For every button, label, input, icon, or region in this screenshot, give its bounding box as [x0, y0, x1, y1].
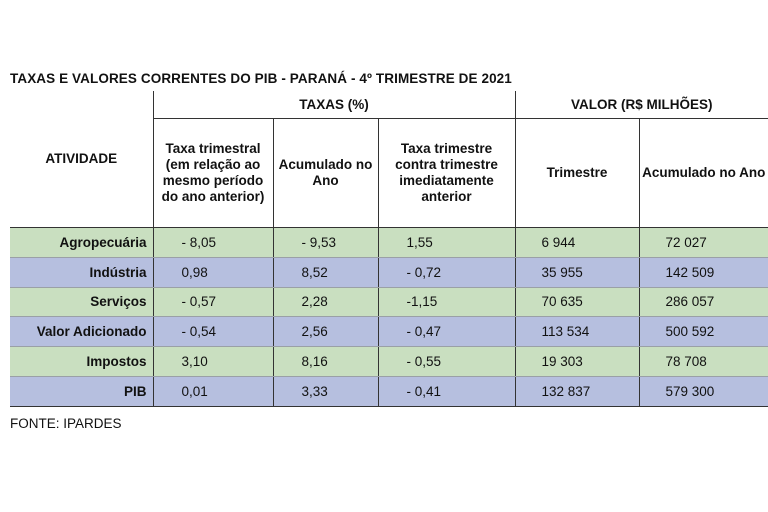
- cell-valor-acumulado: 579 300: [639, 376, 768, 406]
- header-taxas-group: TAXAS (%): [153, 91, 515, 119]
- table-row-pib: [10, 376, 768, 406]
- table-row-agropecuaria: [10, 228, 768, 258]
- cell-taxa-trimestral: 0,98: [153, 257, 273, 287]
- header-atividade: ATIVIDADE: [10, 91, 153, 228]
- row-label: Impostos: [10, 347, 153, 377]
- header-valor-group: VALOR (R$ MILHÕES): [515, 91, 768, 119]
- cell-valor-acumulado: 142 509: [639, 257, 768, 287]
- row-label: PIB: [10, 376, 153, 406]
- header-taxa-trimestre-anterior: Taxa trimestre contra trimestre imediatamente anterior: [378, 119, 515, 228]
- row-label: Serviços: [10, 287, 153, 317]
- cell-taxa-trimestre-anterior: - 0,55: [378, 347, 515, 377]
- header-taxa-acumulado: Acumulado no Ano: [273, 119, 378, 228]
- row-label: Agropecuária: [10, 228, 153, 258]
- cell-valor-trimestre: 70 635: [515, 287, 639, 317]
- cell-valor-trimestre: 113 534: [515, 317, 639, 347]
- cell-taxa-trimestral: - 8,05: [153, 228, 273, 258]
- cell-taxa-trimestral: 0,01: [153, 376, 273, 406]
- cell-taxa-acumulado: 2,28: [273, 287, 378, 317]
- cell-taxa-trimestre-anterior: - 0,41: [378, 376, 515, 406]
- cell-taxa-acumulado: - 9,53: [273, 228, 378, 258]
- source-note: FONTE: IPARDES: [10, 416, 122, 431]
- table-row-servicos: [10, 287, 768, 317]
- header-taxa-trimestral: Taxa trimestral (em relação ao mesmo período do ano anterior): [153, 119, 273, 228]
- cell-taxa-trimestre-anterior: - 0,72: [378, 257, 515, 287]
- cell-taxa-acumulado: 8,52: [273, 257, 378, 287]
- cell-valor-trimestre: 132 837: [515, 376, 639, 406]
- cell-taxa-trimestre-anterior: 1,55: [378, 228, 515, 258]
- cell-taxa-trimestral: 3,10: [153, 347, 273, 377]
- table-row-valor-adicionado: [10, 317, 768, 347]
- cell-taxa-trimestre-anterior: - 0,47: [378, 317, 515, 347]
- cell-taxa-acumulado: 3,33: [273, 376, 378, 406]
- cell-valor-acumulado: 78 708: [639, 347, 768, 377]
- table-title: TAXAS E VALORES CORRENTES DO PIB - PARANÁ - 4º TRIMESTRE DE 2021: [10, 71, 512, 86]
- cell-taxa-trimestral: - 0,57: [153, 287, 273, 317]
- cell-valor-trimestre: 6 944: [515, 228, 639, 258]
- cell-taxa-trimestre-anterior: -1,15: [378, 287, 515, 317]
- table-row-industria: [10, 257, 768, 287]
- row-label: Valor Adicionado: [10, 317, 153, 347]
- cell-taxa-acumulado: 8,16: [273, 347, 378, 377]
- cell-valor-trimestre: 35 955: [515, 257, 639, 287]
- cell-valor-acumulado: 72 027: [639, 228, 768, 258]
- header-valor-acumulado: Acumulado no Ano: [639, 119, 768, 228]
- pib-table: [10, 91, 768, 407]
- cell-taxa-trimestral: - 0,54: [153, 317, 273, 347]
- cell-valor-acumulado: 500 592: [639, 317, 768, 347]
- row-label: Indústria: [10, 257, 153, 287]
- cell-taxa-acumulado: 2,56: [273, 317, 378, 347]
- table-row-impostos: [10, 347, 768, 377]
- header-valor-trimestre: Trimestre: [515, 119, 639, 228]
- cell-valor-acumulado: 286 057: [639, 287, 768, 317]
- cell-valor-trimestre: 19 303: [515, 347, 639, 377]
